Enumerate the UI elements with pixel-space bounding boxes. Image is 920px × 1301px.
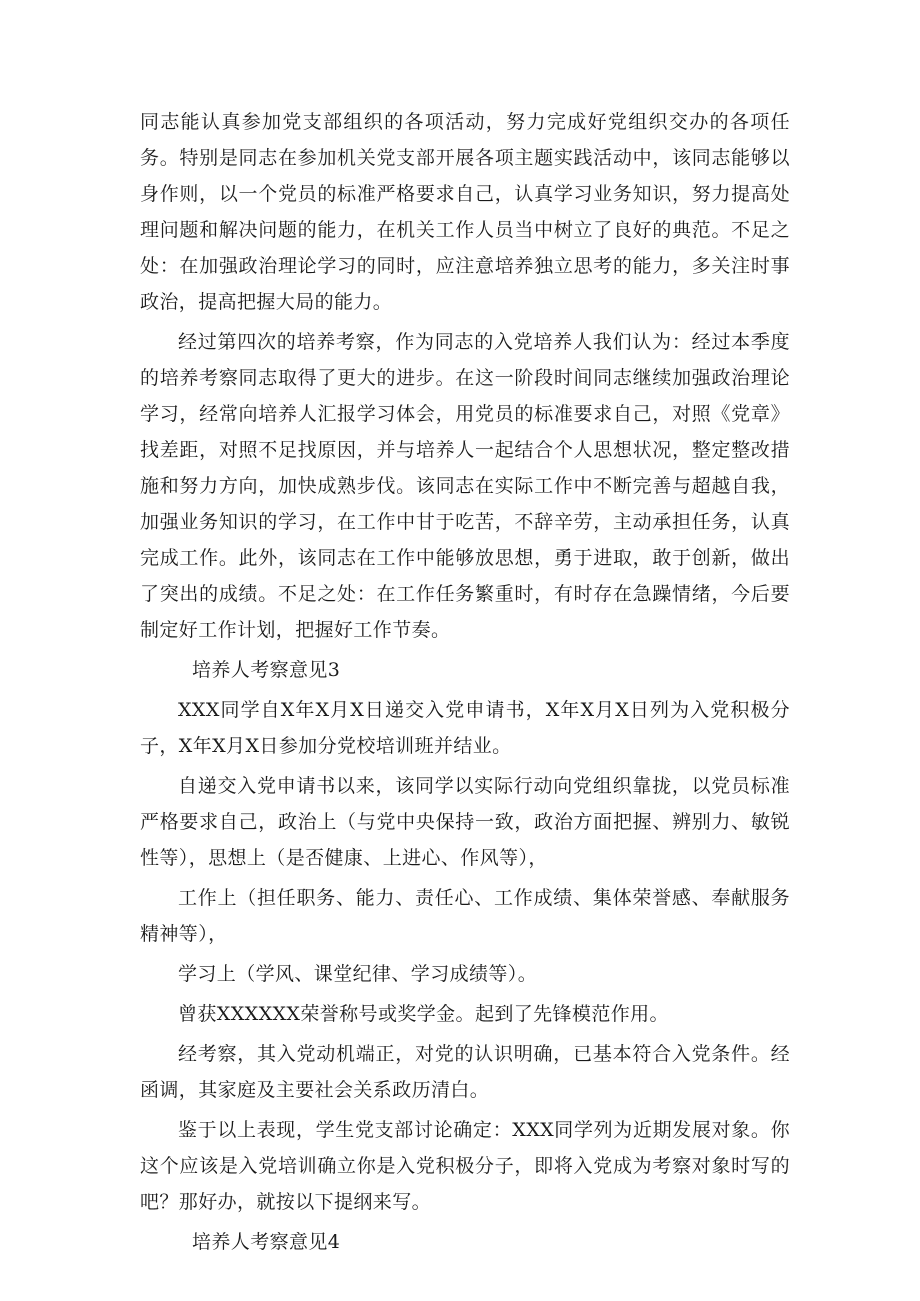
section-heading-3: 培养人考察意见3 — [192, 659, 341, 681]
paragraph-conclusion: 鉴于以上表现，学生党支部讨论确定：XXX同学列为近期发展对象。你这个应该是入党培训确立你是入党积极分子，即将入党成为考察对象时写的吧？那好办，就按以下提纲来写。 — [140, 1119, 790, 1213]
paragraph-assessment: 经考察，其入党动机端正，对党的认识明确，已基本符合入党条件。经函调，其家庭及主要社会关系政历清白。 — [140, 1043, 790, 1101]
paragraph-continuation: 同志能认真参加党支部组织的各项活动，努力完成好党组织交办的各项任务。特别是同志在参加机关党支部开展各项主题实践活动中，该同志能够以身作则，以一个党员的标准严格要求自己，认真学习业务知识，努力提高处理问题和解决问题的能力，在机关工作人员当中树立了良好的典范。不足之处：在加强政治理论学习的同时，应注意培养独立思考的能力，多关注时事政治，提高把握大局的能力。 — [140, 111, 790, 313]
paragraph-fourth-review: 经过第四次的培养考察，作为同志的入党培养人我们认为：经过本季度的培养考察同志取得了更大的进步。在这一阶段时间同志继续加强政治理论学习，经常向培养人汇报学习体会，用党员的标准要求自己，对照《党章》找差距，对照不足找原因，并与培养人一起结合个人思想状况，整定整改措施和努力方向，加快成熟步伐。该同志在实际工作中不断完善与超越自我，加强业务知识的学习，在工作中甘于吃苦，不辞辛劳，主动承担任务，认真完成工作。此外，该同志在工作中能够放思想，勇于进取，敢于创新，做出了突出的成绩。不足之处：在工作任务繁重时，有时存在急躁情绪，今后要制定好工作计划，把握好工作节奏。 — [140, 331, 790, 641]
paragraph-political-ideology: 自递交入党申请书以来，该同学以实际行动向党组织靠拢，以党员标准严格要求自己，政治上（与党中央保持一致，政治方面把握、辨别力、敏锐性等），思想上（是否健康、上进心、作风等）， — [140, 775, 790, 869]
paragraph-honors: 曾获XXXXXX荣誉称号或奖学金。起到了先锋模范作用。 — [178, 1003, 669, 1025]
paragraph-study: 学习上（学风、课堂纪律、学习成绩等）。 — [178, 963, 538, 985]
section-heading-4: 培养人考察意见4 — [192, 1231, 341, 1253]
document-body — [140, 104, 790, 1264]
paragraph-application-dates: XXX同学自X年X月X日递交入党申请书，X年X月X日列为入党积极分子，X年X月X日参加分党校培训班并结业。 — [140, 699, 790, 757]
paragraph-work: 工作上（担任职务、能力、责任心、工作成绩、集体荣誉感、奉献服务精神等）， — [140, 887, 790, 945]
